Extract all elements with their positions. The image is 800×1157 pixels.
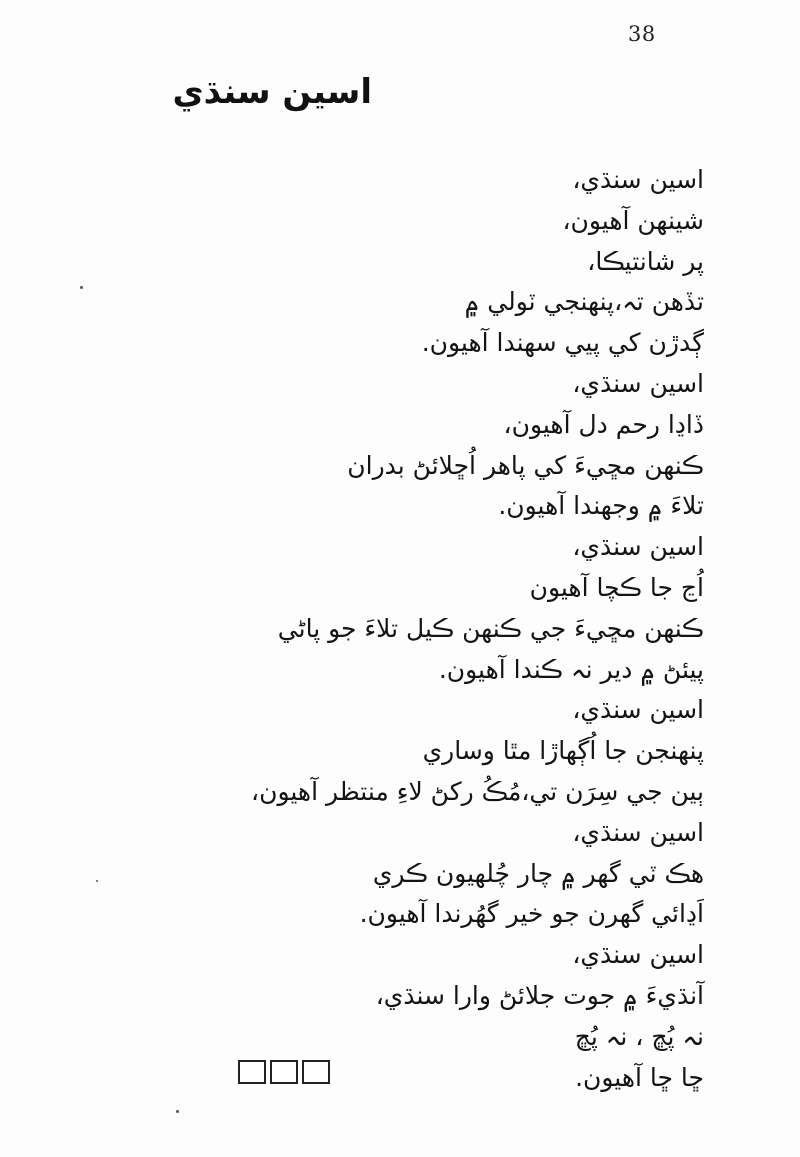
end-of-poem-marks — [238, 1060, 330, 1084]
scan-speck — [96, 880, 98, 882]
poem-line: اسين سنڌي، — [572, 165, 704, 194]
poem-line: ڳدڙن کي پيي سهندا آهيون. — [421, 328, 704, 358]
poem-title: اسين سنڌي — [172, 72, 372, 112]
scan-speck — [176, 1110, 179, 1113]
end-box — [238, 1060, 266, 1084]
poem-line: تلاءَ ۾ وجهندا آهيون. — [498, 491, 704, 521]
poem-line: اَڍائي گهرن جو خير گهُرندا آهيون. — [359, 899, 704, 929]
poem-line: اسين سنڌي، — [572, 368, 704, 398]
poem-line: ڏاڍا رحم دل آهيون، — [503, 409, 704, 439]
poem-line: پر شانتيڪا، — [587, 246, 704, 276]
poem-line: اسين سنڌي، — [572, 695, 704, 725]
poem-line: اُڃ جا ڪچا آهيون — [529, 572, 704, 602]
poem-line: تڏهن تہ،پنهنجي ٽولي ۾ — [464, 287, 704, 317]
poem-line: اسين سنڌي، — [572, 532, 704, 562]
page-number: 38 — [628, 22, 656, 46]
poem-line: اسين سنڌي، — [572, 940, 704, 970]
poem-line: پيئڻ ۾ دير نہ ڪندا آهيون. — [438, 654, 704, 684]
poem-line: ڪنهن مڇيءَ کي پاهر اُڇلائڻ بدران — [347, 450, 704, 480]
poem-line: ڪنهن مڇيءَ جي ڪنهن ڪيل تلاءَ جو پاڻي — [277, 613, 704, 643]
poem-line: شينهن آهيون، — [562, 205, 704, 235]
poem-line: پنهنجن جا اُڳهاڙا مٿا وساري — [422, 736, 704, 766]
end-box — [270, 1060, 298, 1084]
poem-line: نہ پُڇ ، نہ پُڇ — [574, 1021, 704, 1051]
poem-line: آنڌيءَ ۾ جوت جلائڻ وارا سنڌي، — [375, 980, 704, 1010]
poem-line: اسين سنڌي، — [572, 817, 704, 847]
poem-line: ڇا ڇا آهيون. — [575, 1062, 704, 1092]
scan-speck — [80, 286, 83, 289]
poem-body — [64, 160, 704, 1098]
poem-line: هڪ ٽي گهر ۾ چار چُلهيون ڪري — [372, 858, 704, 888]
end-box — [302, 1060, 330, 1084]
poem-line: ٻين جي سِرَن تي،مُڪُ رکڻ لاءِ منتظر آهيون، — [251, 776, 704, 806]
